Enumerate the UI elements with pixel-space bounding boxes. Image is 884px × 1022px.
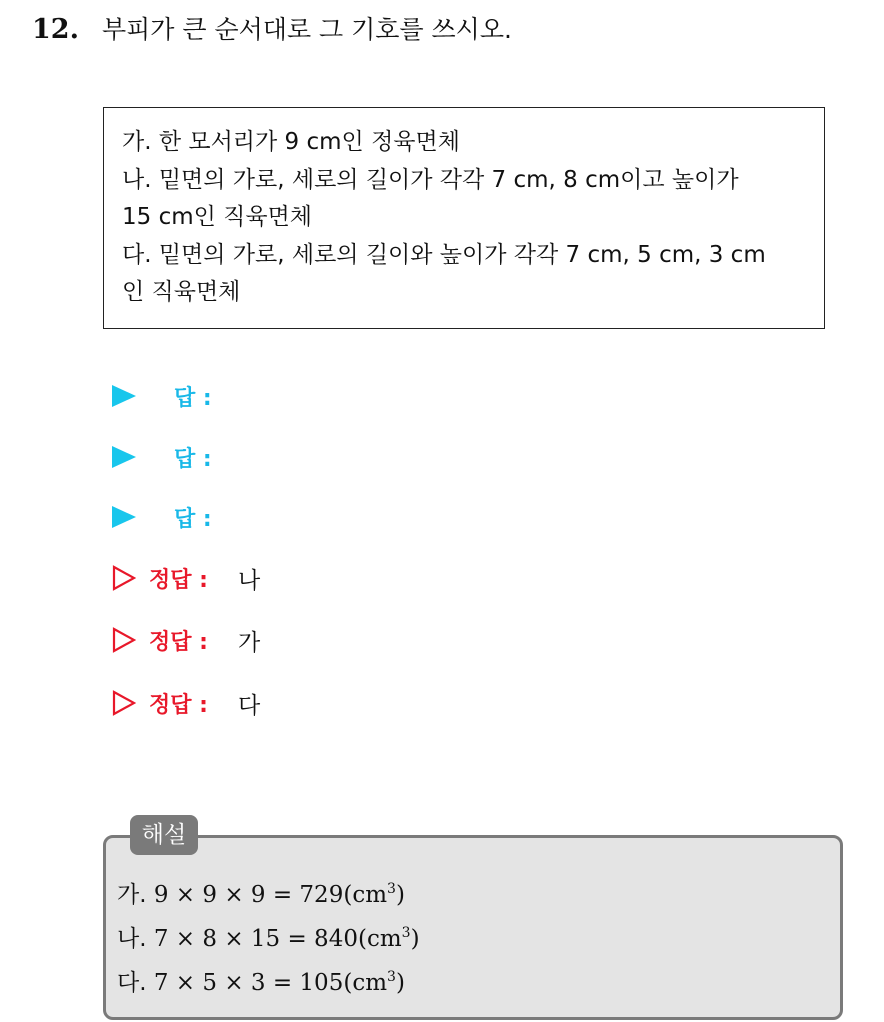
- solution-value: 나: [238, 567, 261, 594]
- filled-triangle-right-icon: [112, 506, 136, 528]
- explanation-close: ): [395, 970, 405, 996]
- question-text: 부피가 큰 순서대로 그 기호를 쓰시오.: [102, 15, 512, 44]
- explanation-line: [117, 914, 420, 958]
- explanation-prefix: 다.: [117, 970, 147, 996]
- solution-label: 정답 :: [149, 567, 208, 593]
- filled-triangle-right-icon: [112, 385, 136, 407]
- outline-triangle-right-icon: [112, 627, 136, 653]
- explanation-expression: 7 × 8 × 15 = 840(: [153, 926, 367, 952]
- filled-triangle-right-icon: [112, 446, 136, 468]
- solution-value: 다: [238, 692, 261, 719]
- answer-row: [112, 442, 212, 472]
- explanation-tag: 해설: [130, 815, 198, 855]
- choice-line: 다. 밑면의 가로, 세로의 길이와 높이가 각각 7 cm, 5 cm, 3 cm: [122, 241, 766, 268]
- choice-line: 나. 밑면의 가로, 세로의 길이가 각각 7 cm, 8 cm이고 높이가: [122, 166, 739, 193]
- choices-box: [103, 107, 825, 329]
- explanation-prefix: 가.: [117, 882, 147, 908]
- answer-label: 답 :: [174, 446, 212, 472]
- explanation-close: ): [395, 882, 405, 908]
- explanation-lines: [117, 870, 420, 1002]
- solution-row: [112, 687, 261, 719]
- explanation-close: ): [410, 926, 420, 952]
- explanation-unit: cm: [352, 970, 388, 996]
- explanation-unit: cm: [366, 926, 402, 952]
- question-header: [32, 10, 512, 46]
- explanation-exponent: 3: [401, 925, 411, 941]
- explanation-line: [117, 958, 420, 1002]
- explanation-prefix: 나.: [117, 926, 147, 952]
- explanation-expression: 9 × 9 × 9 = 729(: [153, 882, 353, 908]
- choice-line: 가. 한 모서리가 9 cm인 정육면체: [122, 129, 460, 155]
- question-number: 12.: [32, 14, 79, 45]
- answer-label: 답 :: [174, 385, 212, 411]
- outline-triangle-right-icon: [112, 690, 136, 716]
- answer-row: [112, 502, 212, 532]
- solution-label: 정답 :: [149, 692, 208, 718]
- solution-row: [112, 624, 261, 656]
- choice-line: 인 직육면체: [122, 279, 241, 305]
- explanation-expression: 7 × 5 × 3 = 105(: [153, 970, 353, 996]
- outline-triangle-right-icon: [112, 565, 136, 591]
- answer-row: [112, 381, 212, 411]
- solution-label: 정답 :: [149, 629, 208, 655]
- explanation-line: [117, 870, 420, 914]
- explanation-exponent: 3: [387, 969, 396, 985]
- explanation-unit: cm: [352, 882, 388, 908]
- solution-row: [112, 562, 261, 594]
- solution-value: 가: [238, 629, 261, 656]
- answer-label: 답 :: [174, 506, 212, 532]
- choice-line: 15 cm인 직육면체: [122, 204, 313, 230]
- explanation-exponent: 3: [387, 881, 396, 897]
